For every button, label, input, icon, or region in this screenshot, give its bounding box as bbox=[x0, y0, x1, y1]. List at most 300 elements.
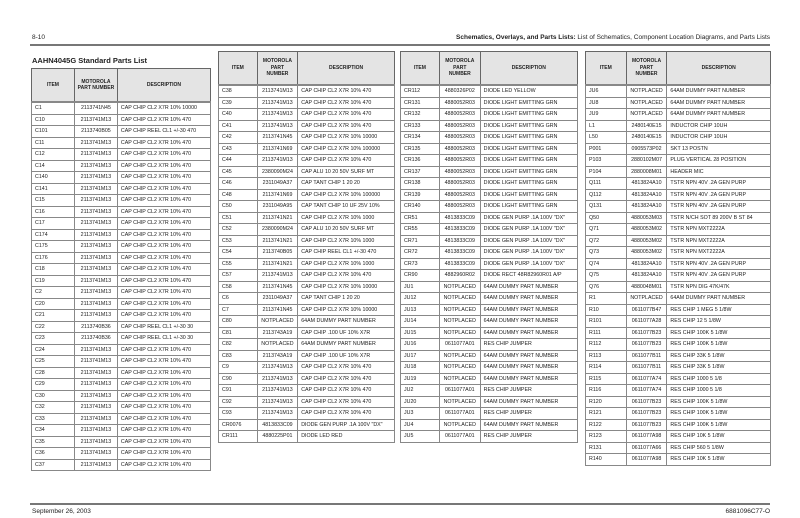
table-row bbox=[32, 436, 211, 448]
item-cell: C1 bbox=[32, 102, 75, 114]
description-cell: 64AM DUMMY PART NUMBER bbox=[480, 419, 577, 431]
table-row bbox=[219, 85, 395, 97]
table-row bbox=[586, 247, 771, 259]
running-header bbox=[456, 34, 770, 41]
description-cell: 64AM DUMMY PART NUMBER bbox=[480, 396, 577, 408]
part-number-cell: 0611077A01 bbox=[439, 385, 480, 397]
item-cell: C46 bbox=[219, 178, 258, 190]
item-cell: CR137 bbox=[401, 166, 440, 178]
description-cell: 64AM DUMMY PART NUMBER bbox=[667, 109, 771, 121]
description-cell: RES CHIP JUMPER bbox=[480, 431, 577, 443]
description-cell: DIODE GEN PURP .1A 100V "DX" bbox=[480, 258, 577, 270]
part-number-cell: 2113741M13 bbox=[257, 155, 297, 167]
description-cell: DIODE LIGHT EMITTING GRN bbox=[480, 178, 577, 190]
description-cell: DIODE GEN PURP .1A 100V "DX" bbox=[480, 224, 577, 236]
part-number-cell: 2113741M13 bbox=[257, 373, 297, 385]
table-row bbox=[32, 160, 211, 172]
item-cell: C33 bbox=[32, 413, 75, 425]
part-number-cell: 2311049A37 bbox=[257, 293, 297, 305]
footer-date: September 26, 2003 bbox=[32, 508, 91, 515]
part-number-cell: NOTPLACED bbox=[439, 327, 480, 339]
table-row bbox=[219, 350, 395, 362]
column-header-part-number: MOTOROLA PART NUMBER bbox=[74, 69, 117, 103]
description-cell: CAP CHIP CL2 X7R 10% 470 bbox=[117, 114, 210, 126]
part-number-cell: 4880053M02 bbox=[626, 235, 667, 247]
part-number-cell: 0611077A28 bbox=[626, 316, 667, 328]
part-number-cell: 2480140E15 bbox=[626, 132, 667, 144]
part-number-cell: 2113741M13 bbox=[257, 85, 297, 97]
item-cell: R120 bbox=[586, 396, 627, 408]
table-row bbox=[401, 235, 578, 247]
part-number-cell: 2113741M13 bbox=[74, 275, 117, 287]
table-row bbox=[32, 367, 211, 379]
table-row bbox=[32, 321, 211, 333]
item-cell: JU17 bbox=[401, 350, 440, 362]
part-number-cell: 0611077B11 bbox=[626, 362, 667, 374]
part-number-cell: NOTPLACED bbox=[439, 293, 480, 305]
item-cell: C20 bbox=[32, 298, 75, 310]
description-cell: 64AM DUMMY PART NUMBER bbox=[480, 373, 577, 385]
description-cell: CAP CHIP CL2 X7R 10% 470 bbox=[117, 390, 210, 402]
item-cell: P103 bbox=[586, 155, 627, 167]
table-row bbox=[219, 327, 395, 339]
description-cell: CAP CHIP CL2 X7R 10% 470 bbox=[117, 310, 210, 322]
description-cell: RES CHIP 100K 5 1/8W bbox=[667, 339, 771, 351]
description-cell: RES CHIP 1000 5 1/8 bbox=[667, 373, 771, 385]
part-number-cell: 2113741N69 bbox=[257, 143, 297, 155]
item-cell: R123 bbox=[586, 431, 627, 443]
table-row bbox=[219, 419, 395, 431]
part-number-cell: NOTPLACED bbox=[439, 316, 480, 328]
part-number-cell: 2113743A19 bbox=[257, 327, 297, 339]
item-cell: C36 bbox=[32, 448, 75, 460]
table-row bbox=[401, 373, 578, 385]
part-number-cell: 0611077B23 bbox=[626, 419, 667, 431]
table-row bbox=[586, 442, 771, 454]
table-row bbox=[32, 275, 211, 287]
table-row bbox=[401, 224, 578, 236]
description-cell: DIODE LIGHT EMITTING GRN bbox=[480, 120, 577, 132]
description-cell: TSTR NPN MXT2222A bbox=[667, 235, 771, 247]
table-row bbox=[219, 431, 395, 443]
part-number-cell: 2113741M13 bbox=[74, 149, 117, 161]
table-row bbox=[401, 408, 578, 420]
description-cell: CAP TANT CHIP 1 20 20 bbox=[298, 293, 395, 305]
description-cell: RES CHIP JUMPER bbox=[480, 339, 577, 351]
part-number-cell: 0611077A74 bbox=[626, 385, 667, 397]
item-cell: C19 bbox=[32, 275, 75, 287]
table-row bbox=[219, 247, 395, 259]
item-cell: CR112 bbox=[401, 85, 440, 97]
description-cell: DIODE RECT 48R82960R01 A/P bbox=[480, 270, 577, 282]
description-cell: TSTR NPN 40V .2A GEN PURP bbox=[667, 178, 771, 190]
description-cell: TSTR NPN 40V .2A GEN PURP bbox=[667, 201, 771, 213]
description-cell: CAP ALU 10 20 50V SURF MT bbox=[298, 166, 395, 178]
part-number-cell: 2113741M13 bbox=[74, 356, 117, 368]
description-cell: CAP CHIP CL2 X7R 10% 470 bbox=[117, 425, 210, 437]
table-row bbox=[401, 293, 578, 305]
part-number-cell: 0611077A66 bbox=[626, 442, 667, 454]
column-header-part-number: MOTOROLA PART NUMBER bbox=[257, 52, 297, 86]
part-number-cell: 2113741M13 bbox=[74, 344, 117, 356]
item-cell: R122 bbox=[586, 419, 627, 431]
part-number-cell: 2113741N21 bbox=[257, 258, 297, 270]
description-cell: 64AM DUMMY PART NUMBER bbox=[480, 304, 577, 316]
item-cell: C45 bbox=[219, 166, 258, 178]
page-number: 8-10 bbox=[32, 34, 46, 41]
item-cell: C92 bbox=[219, 396, 258, 408]
table-row bbox=[32, 310, 211, 322]
part-number-cell: 2113740B36 bbox=[74, 333, 117, 345]
item-cell: C90 bbox=[219, 373, 258, 385]
part-number-cell: NOTPLACED bbox=[257, 339, 297, 351]
item-cell: CR136 bbox=[401, 155, 440, 167]
item-cell: CR133 bbox=[401, 120, 440, 132]
table-row bbox=[586, 235, 771, 247]
part-number-cell: 2113741M13 bbox=[257, 396, 297, 408]
description-cell: DIODE GEN PURP .1A 100V "DX" bbox=[480, 235, 577, 247]
item-cell: R113 bbox=[586, 350, 627, 362]
table-row bbox=[401, 85, 578, 97]
table-row bbox=[586, 85, 771, 97]
description-cell: DIODE GEN PURP .1A 100V "DX" bbox=[480, 247, 577, 259]
part-number-cell: 2113741N45 bbox=[257, 304, 297, 316]
parts-table-2 bbox=[218, 51, 395, 443]
parts-table-4 bbox=[585, 51, 771, 466]
part-number-cell: 4813833C09 bbox=[257, 419, 297, 431]
item-cell: Q73 bbox=[586, 247, 627, 259]
table-row bbox=[586, 281, 771, 293]
description-cell: RES CHIP 1000 5 1/8 bbox=[667, 385, 771, 397]
table-row bbox=[586, 189, 771, 201]
table-row bbox=[401, 120, 578, 132]
table-row bbox=[219, 293, 395, 305]
part-number-cell: NOTPLACED bbox=[439, 304, 480, 316]
table-row bbox=[32, 172, 211, 184]
description-cell: INDUCTOR CHIP 10UH bbox=[667, 120, 771, 132]
column-header-description: DESCRIPTION bbox=[117, 69, 210, 103]
part-number-cell: 4813833C09 bbox=[439, 258, 480, 270]
description-cell: DIODE LIGHT EMITTING GRN bbox=[480, 155, 577, 167]
table-row bbox=[32, 195, 211, 207]
part-number-cell: NOTPLACED bbox=[626, 109, 667, 121]
part-number-cell: 4880052R03 bbox=[439, 132, 480, 144]
item-cell: C23 bbox=[32, 333, 75, 345]
item-cell: CR72 bbox=[401, 247, 440, 259]
description-cell: CAP CHIP CL2 X7R 10% 470 bbox=[298, 362, 395, 374]
description-cell: CAP CHIP CL2 X7R 10% 470 bbox=[298, 120, 395, 132]
table-row bbox=[401, 212, 578, 224]
item-cell: C91 bbox=[219, 385, 258, 397]
description-cell: CAP CHIP REEL CL1 +/-30 470 bbox=[298, 247, 395, 259]
part-number-cell: 2113741M13 bbox=[257, 270, 297, 282]
part-number-cell: 0611077A01 bbox=[439, 431, 480, 443]
table-row bbox=[32, 149, 211, 161]
table-row bbox=[32, 287, 211, 299]
item-cell: Q112 bbox=[586, 189, 627, 201]
description-cell: 64AM DUMMY PART NUMBER bbox=[480, 327, 577, 339]
item-cell: R114 bbox=[586, 362, 627, 374]
description-cell: RES CHIP JUMPER bbox=[480, 385, 577, 397]
description-cell: CAP CHIP CL2 X7R 10% 470 bbox=[117, 252, 210, 264]
section-subtitle: List of Schematics, Component Location Diagrams, and Parts Lists bbox=[575, 34, 770, 41]
part-number-cell: 4880052R03 bbox=[439, 178, 480, 190]
table-header-row bbox=[586, 52, 771, 86]
table-row bbox=[586, 304, 771, 316]
table-header-row bbox=[32, 69, 211, 103]
table-row bbox=[586, 224, 771, 236]
item-cell: C17 bbox=[32, 218, 75, 230]
description-cell: CAP CHIP CL2 X7R 10% 470 bbox=[117, 298, 210, 310]
item-cell: C140 bbox=[32, 172, 75, 184]
table-row bbox=[32, 413, 211, 425]
item-cell: CR51 bbox=[401, 212, 440, 224]
item-cell: C82 bbox=[219, 339, 258, 351]
description-cell: DIODE GEN PURP .1A 100V "DX" bbox=[480, 212, 577, 224]
table-row bbox=[219, 201, 395, 213]
description-cell: 64AM DUMMY PART NUMBER bbox=[480, 350, 577, 362]
description-cell: HEADER MIC bbox=[667, 166, 771, 178]
item-cell: JU18 bbox=[401, 362, 440, 374]
description-cell: CAP CHIP CL2 X7R 10% 470 bbox=[117, 195, 210, 207]
part-number-cell: NOTPLACED bbox=[626, 85, 667, 97]
item-cell: JU12 bbox=[401, 293, 440, 305]
item-cell: Q74 bbox=[586, 258, 627, 270]
part-number-cell: NOTPLACED bbox=[626, 97, 667, 109]
description-cell: CAP CHIP CL2 X7R 10% 470 bbox=[117, 241, 210, 253]
part-number-cell: 2113741M13 bbox=[257, 385, 297, 397]
column-header-part-number: MOTOROLA PART NUMBER bbox=[439, 52, 480, 86]
table-row bbox=[219, 362, 395, 374]
item-cell: C22 bbox=[32, 321, 75, 333]
parts-table-1 bbox=[31, 68, 211, 471]
part-number-cell: 4880053M03 bbox=[626, 212, 667, 224]
item-cell: JU5 bbox=[401, 431, 440, 443]
part-number-cell: 2113741N45 bbox=[257, 132, 297, 144]
item-cell: C51 bbox=[219, 212, 258, 224]
item-cell: C50 bbox=[219, 201, 258, 213]
part-number-cell: 2311049A37 bbox=[257, 178, 297, 190]
description-cell: CAP CHIP CL2 X7R 10% 470 bbox=[117, 367, 210, 379]
part-number-cell: 2113743A19 bbox=[257, 350, 297, 362]
description-cell: SKT 13 POSTN bbox=[667, 143, 771, 155]
column-header-description: DESCRIPTION bbox=[667, 52, 771, 86]
description-cell: RES CHIP JUMPER bbox=[480, 408, 577, 420]
table-row bbox=[219, 235, 395, 247]
table-row bbox=[32, 356, 211, 368]
item-cell: C14 bbox=[32, 160, 75, 172]
part-number-cell: NOTPLACED bbox=[439, 362, 480, 374]
table-row bbox=[32, 379, 211, 391]
table-row bbox=[586, 431, 771, 443]
part-number-cell: 2113740B36 bbox=[74, 321, 117, 333]
table-row bbox=[586, 258, 771, 270]
description-cell: CAP CHIP CL2 X7R 10% 470 bbox=[117, 183, 210, 195]
part-number-cell: 4880052R03 bbox=[439, 155, 480, 167]
description-cell: CAP CHIP CL2 X7R 10% 470 bbox=[117, 229, 210, 241]
item-cell: R116 bbox=[586, 385, 627, 397]
description-cell: RES CHIP 100K 5 1/8W bbox=[667, 408, 771, 420]
table-row bbox=[401, 270, 578, 282]
description-cell: CAP CHIP CL2 X7R 10% 470 bbox=[117, 172, 210, 184]
item-cell: C6 bbox=[219, 293, 258, 305]
description-cell: CAP CHIP CL2 X7R 10% 470 bbox=[117, 206, 210, 218]
item-cell: CR135 bbox=[401, 143, 440, 155]
table-row bbox=[586, 166, 771, 178]
part-number-cell: 4813824A10 bbox=[626, 270, 667, 282]
item-cell: CR138 bbox=[401, 178, 440, 190]
header-rule bbox=[30, 44, 770, 46]
item-cell: C81 bbox=[219, 327, 258, 339]
description-cell: CAP CHIP CL2 X7R 10% 470 bbox=[298, 109, 395, 121]
description-cell: CAP CHIP CL2 X7R 10% 100000 bbox=[298, 189, 395, 201]
item-cell: C16 bbox=[32, 206, 75, 218]
part-number-cell: NOTPLACED bbox=[626, 293, 667, 305]
table-row bbox=[586, 120, 771, 132]
part-number-cell: 2113741M13 bbox=[257, 120, 297, 132]
item-cell: JU6 bbox=[586, 85, 627, 97]
description-cell: 64AM DUMMY PART NUMBER bbox=[480, 316, 577, 328]
description-cell: CAP CHIP CL2 X7R 10% 10000 bbox=[298, 304, 395, 316]
part-number-cell: 4880052R03 bbox=[439, 109, 480, 121]
table-row bbox=[219, 304, 395, 316]
table-row bbox=[586, 339, 771, 351]
part-number-cell: 0611077A01 bbox=[439, 408, 480, 420]
part-number-cell: 4882960R02 bbox=[439, 270, 480, 282]
table-row bbox=[586, 212, 771, 224]
table-row bbox=[219, 385, 395, 397]
item-cell: C12 bbox=[32, 149, 75, 161]
part-number-cell: 2113741M13 bbox=[257, 109, 297, 121]
table-row bbox=[219, 281, 395, 293]
part-number-cell: 0611077B23 bbox=[626, 408, 667, 420]
table-row bbox=[32, 459, 211, 471]
description-cell: CAP CHIP REEL CL1 +/-30 30 bbox=[117, 321, 210, 333]
description-cell: CAP ALU 10 20 50V SURF MT bbox=[298, 224, 395, 236]
part-number-cell: 2113741M13 bbox=[74, 413, 117, 425]
table-row bbox=[586, 109, 771, 121]
description-cell: CAP CHIP CL2 X7R 10% 470 bbox=[298, 97, 395, 109]
column-header-description: DESCRIPTION bbox=[480, 52, 577, 86]
description-cell: CAP CHIP CL2 X7R 10% 1000 bbox=[298, 212, 395, 224]
column-header-item: ITEM bbox=[32, 69, 75, 103]
table-row bbox=[586, 373, 771, 385]
part-number-cell: 0611077B47 bbox=[626, 304, 667, 316]
part-number-cell: NOTPLACED bbox=[439, 419, 480, 431]
table-row bbox=[219, 373, 395, 385]
part-number-cell: 4813824A10 bbox=[626, 189, 667, 201]
description-cell: 64AM DUMMY PART NUMBER bbox=[480, 293, 577, 305]
table-row bbox=[32, 333, 211, 345]
item-cell: L50 bbox=[586, 132, 627, 144]
part-number-cell: 4880225P01 bbox=[257, 431, 297, 443]
item-cell: C175 bbox=[32, 241, 75, 253]
item-cell: C18 bbox=[32, 264, 75, 276]
table-row bbox=[32, 425, 211, 437]
item-cell: Q76 bbox=[586, 281, 627, 293]
item-cell: C15 bbox=[32, 195, 75, 207]
item-cell: CR90 bbox=[401, 270, 440, 282]
item-cell: P104 bbox=[586, 166, 627, 178]
table-row bbox=[401, 431, 578, 443]
part-number-cell: 2113741M13 bbox=[74, 137, 117, 149]
item-cell: CR0076 bbox=[219, 419, 258, 431]
item-cell: CR71 bbox=[401, 235, 440, 247]
item-cell: C48 bbox=[219, 189, 258, 201]
description-cell: CAP CHIP CL2 X7R 10% 470 bbox=[298, 396, 395, 408]
item-cell: C174 bbox=[32, 229, 75, 241]
part-number-cell: 2113741M13 bbox=[74, 218, 117, 230]
part-number-cell: 4813824A10 bbox=[626, 178, 667, 190]
part-number-cell: 4813824A10 bbox=[626, 201, 667, 213]
part-number-cell: 4880053M02 bbox=[626, 224, 667, 236]
item-cell: C29 bbox=[32, 379, 75, 391]
description-cell: CAP CHIP CL2 X7R 10% 470 bbox=[298, 155, 395, 167]
part-number-cell: 2113741M13 bbox=[74, 402, 117, 414]
table-row bbox=[586, 143, 771, 155]
item-cell: JU9 bbox=[586, 109, 627, 121]
table-row bbox=[32, 402, 211, 414]
description-cell: CAP CHIP CL2 X7R 10% 470 bbox=[117, 218, 210, 230]
footer-doc-number: 6881096C77-O bbox=[725, 508, 770, 515]
table-row bbox=[401, 385, 578, 397]
description-cell: CAP CHIP CL2 X7R 10% 470 bbox=[117, 137, 210, 149]
description-cell: 64AM DUMMY PART NUMBER bbox=[667, 293, 771, 305]
part-number-cell: 2113741M13 bbox=[74, 310, 117, 322]
part-number-cell: 2113741M13 bbox=[74, 459, 117, 471]
part-number-cell: 2113741N45 bbox=[257, 281, 297, 293]
description-cell: DIODE LIGHT EMITTING GRN bbox=[480, 189, 577, 201]
table-row bbox=[401, 316, 578, 328]
table-header-row bbox=[219, 52, 395, 86]
item-cell: JU15 bbox=[401, 327, 440, 339]
item-cell: C58 bbox=[219, 281, 258, 293]
item-cell: L1 bbox=[586, 120, 627, 132]
item-cell: JU16 bbox=[401, 339, 440, 351]
table-row bbox=[219, 109, 395, 121]
parts-table-3 bbox=[400, 51, 578, 443]
table-row bbox=[32, 252, 211, 264]
item-cell: C24 bbox=[32, 344, 75, 356]
item-cell: R140 bbox=[586, 454, 627, 466]
item-cell: C7 bbox=[219, 304, 258, 316]
part-number-cell: 2113741M13 bbox=[74, 390, 117, 402]
item-cell: C176 bbox=[32, 252, 75, 264]
column-header-description: DESCRIPTION bbox=[298, 52, 395, 86]
table-row bbox=[586, 132, 771, 144]
table-row bbox=[586, 408, 771, 420]
item-cell: R112 bbox=[586, 339, 627, 351]
item-cell: C10 bbox=[32, 114, 75, 126]
description-cell: CAP CHIP CL2 X7R 10% 1000 bbox=[298, 235, 395, 247]
item-cell: C28 bbox=[32, 367, 75, 379]
table-row bbox=[32, 241, 211, 253]
part-number-cell: 2113741M13 bbox=[74, 241, 117, 253]
part-number-cell: 2113741M13 bbox=[74, 379, 117, 391]
table-row bbox=[219, 120, 395, 132]
part-number-cell: 4813833C09 bbox=[439, 224, 480, 236]
part-number-cell: 2113741M13 bbox=[257, 97, 297, 109]
table-row bbox=[401, 247, 578, 259]
item-cell: C25 bbox=[32, 356, 75, 368]
part-number-cell: 4813833C09 bbox=[439, 235, 480, 247]
description-cell: TSTR NPN DIG 47K/47K bbox=[667, 281, 771, 293]
description-cell: CAP CHIP CL2 X7R 10% 470 bbox=[117, 402, 210, 414]
description-cell: RES CHIP 1 MEG 5 1/8W bbox=[667, 304, 771, 316]
part-number-cell: 2880008M01 bbox=[626, 166, 667, 178]
column-header-item: ITEM bbox=[586, 52, 627, 86]
description-cell: CAP TANT CHIP 10 UF 25V 10% bbox=[298, 201, 395, 213]
